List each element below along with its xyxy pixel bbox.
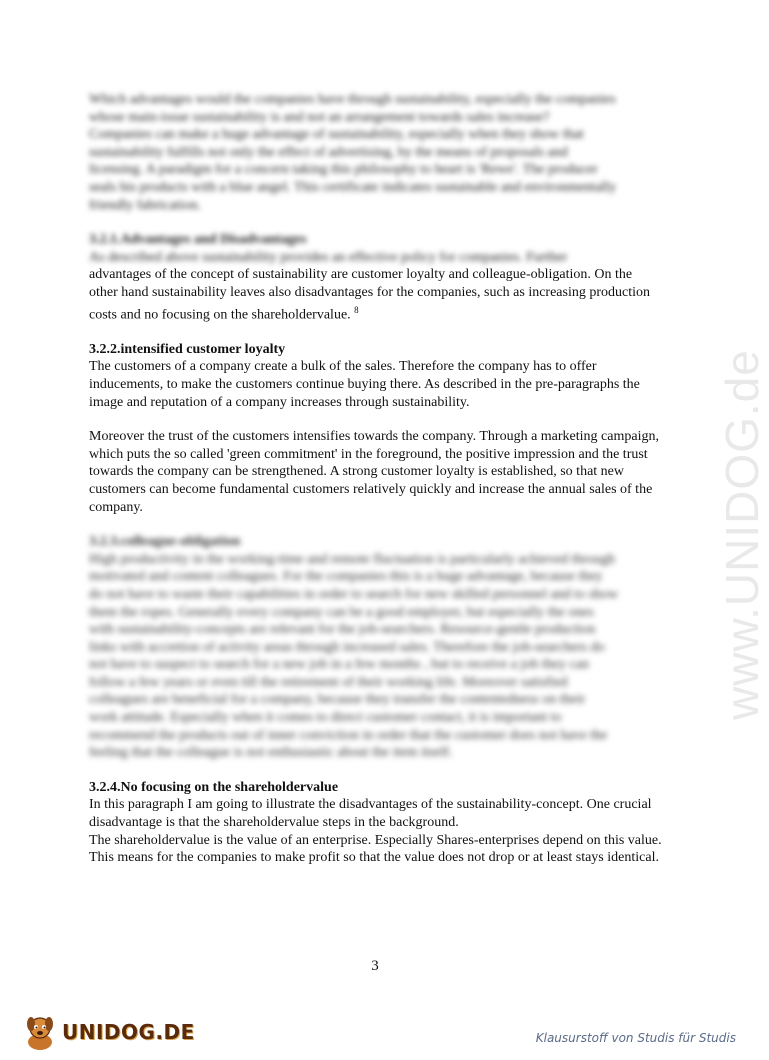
page-content [89,91,664,867]
section-heading-323: 3.2.3.colleague-obligation [89,534,241,550]
paragraph-321 [89,266,664,323]
footnote-ref: 8 [354,304,359,315]
text-line: colleagues are beneficial for a company, because they transfer the contentedness on their [89,692,586,708]
text-line: do not have to waste their capabilities in order to search for new skilled personnel and to show [89,586,619,602]
text-line: Which advantages would the companies have through sustainability, especially the companies [89,92,616,107]
text-line: work attitude. Especially when it comes to direct customer contact, it is important to [89,710,562,726]
paragraph-text: advantages of the concept of sustainability are customer loyalty and colleague-obligation. On the other hand sustainability leaves also disadvantages for the companies, such as increasing production costs and no focusing on the shareholdervalue. [89,267,651,323]
unidog-logo[interactable] [20,1012,195,1052]
text-line: links with accretion of activity areas through increased sales. Therefore the job-searchers do [89,639,605,655]
text-line: not have to suspect to search for a new job in a few months , but to receive a job they can [89,657,589,673]
footer-tagline: Klausurstoff von Studis für Studis [535,1031,736,1045]
paragraph: The shareholdervalue is the value of an enterprise. Especially Shares-enterprises depend on this value. This means for the companies to make profit so that the value does not drop or at least stays identical. [89,832,662,866]
text-line: feeling that the colleague is not enthusiastic about the item itself. [89,745,453,761]
dog-mascot-icon [20,1012,60,1052]
text-line: them the ropes. Generally every company can be a good employer, but especially the ones [89,604,594,620]
logo-text: UNIDOG.DE [62,1020,195,1044]
text-line: friendly fabrication. [89,197,201,213]
text-line: licensing. A paradigm for a concern taking this philosophy to heart is 'Rewe'. The producer [89,162,598,178]
text-line: High productivity in the working-time and remote fluctuation is particularly achieved through [89,551,616,567]
blurred-first-line: As described above sustainability provides an effective policy for companies. Further [89,249,568,265]
paragraph: The customers of a company create a bulk of the sales. Therefore the company has to offer inducements, to make the customers continue buying there. As described in the pre-paragraphs the image and reputation of a company increases through sustainability. [89,359,640,410]
text-line: seals his products with a blue angel. This certificate indicates sustainable and environmentally [89,179,617,195]
paragraph: In this paragraph I am going to illustrate the disadvantages of the sustainability-concept. One crucial disadvantage is that the shareholdervalue steps in the background. [89,797,652,831]
text-line: motivated and content colleagues. For the companies this is a huge advantage, because they [89,569,603,585]
text-line: sustainability fulfills not only the effect of advertising, by the means of proposals and [89,144,568,160]
watermark: www.UNIDOG.de [716,349,768,720]
paragraph: Moreover the trust of the customers intensifies towards the company. Through a marketing campaign, which puts the so called 'green commitment' in the foreground, the positive impression and the trust towards the company can be strengthened. A strong customer loyalty is established, so that new customers can become fundamental customers relatively quickly and increase the annual sales of the company. [89,429,659,515]
text-line: Companies can make a huge advantage of sustainability, especially when they show that [89,127,584,143]
section-heading-324: 3.2.4.No focusing on the shareholdervalue [89,779,339,795]
text-line: whose main-issue sustainability is and not an arrangement towards sales increase? [89,109,550,125]
text-line: with sustainability-concepts are relevant for the job-searchers. Resource-gentle production [89,622,596,638]
blurred-intro [89,91,664,214]
page-number: 3 [371,958,379,974]
text-line: follow a few years or even till the retirement of their working life. Moreover satisfied [89,674,568,690]
section-heading-322: 3.2.2.intensified customer loyalty [89,341,286,357]
blurred-section-323 [89,533,664,762]
section-heading-321: 3.2.1.Advantages and Disadvantages [89,232,307,248]
text-line: recommend the products out of inner conviction in order that the customer does not have the [89,727,608,743]
